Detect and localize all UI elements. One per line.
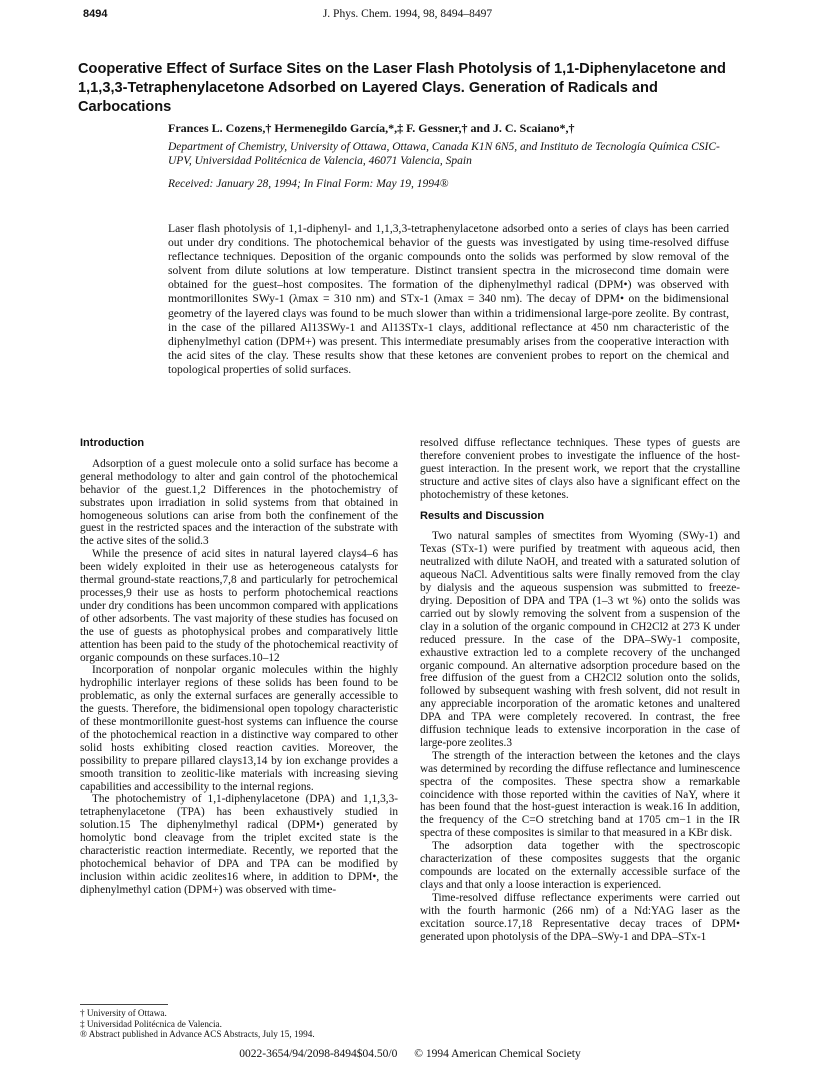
copyright: © 1994 American Chemical Society [414,1048,581,1060]
paragraph: Adsorption of a guest molecule onto a solid surface has become a general methodology to alter and gain control of the photochemical behavior of the guest.1,2 Differences in the photochemistry of substrates upon irradiation in solid systems from that obtained in homogeneous solutions can arise from both the confinement of the guest in the restricted spaces and the interaction of the substrate with the active sites of the solid.3 [80,457,398,548]
paragraph: Incorporation of nonpolar organic molecules within the highly hydrophilic interlayer regions of these solids has been found to be problematic, as only the external surfaces are generally accessible to the guests. Therefore, the bidimensional open topology characteristic of these montmorillonite guest-host systems can influence the course of the photochemical reaction in a distinctive way compared to other solid hosts exhibiting closed reaction cavities. Moreover, the possibility to prepare pillared clays13,14 by ion exchange provides a smooth transition to zeolitic-like materials with increasing sieving capabilities and accessibility to the internal regions. [80,664,398,793]
paragraph: resolved diffuse reflectance techniques. These types of guests are therefore convenient probes to investigate the influence of the host-guest interaction. In the present work, we report that the crystalline structure and active sites of clays also have a significant effect on the photochemistry of these ketones. [420,437,740,501]
paragraph: While the presence of acid sites in natural layered clays4–6 has been widely exploited in their use as heterogeneous catalysts for thermal ground-state reactions,7,8 and particularly for petrochemical processes,9 their use as hosts to perform photochemical reactions under dry conditions has been uncommon compared with applications of other adsorbents. The vast majority of these studies has focused on the use of guests as photophysical probes and comparatively little attention has been paid to the study of the photochemical reactivity of organic compounds on these surfaces.10–12 [80,548,398,664]
article-title: Cooperative Effect of Surface Sites on the Laser Flash Photolysis of 1,1-Diphenylacetone and 1,1,3,3-Tetraphenylacetone Adsorbed on Layered Clays. Generation of Radicals and Carbocations [78,61,726,115]
footnote: ® Abstract published in Advance ACS Abstracts, July 15, 1994. [80,1029,315,1040]
paragraph: The photochemistry of 1,1-diphenylacetone (DPA) and 1,1,3,3-tetraphenylacetone (TPA) has been exhaustively studied in solution.15 The diphenylmethyl radical (DPM•) generated by homolytic bond cleavage from the triplet excited state is the characteristic reaction intermediate. Recently, we reported that the photochemical behavior of DPA and TPA can be modified by inclusion within acidic zeolites16 where, in addition to DPM•, the diphenylmethyl cation (DPM+) was observed with time- [80,793,398,896]
authors: Frances L. Cozens,† Hermenegildo García,*,‡ F. Gessner,† and J. C. Scaiano*,† [168,121,575,135]
section-heading-results: Results and Discussion [420,509,545,522]
article-code: 0022-3654/94/2098-8494$04.50/0 [239,1048,398,1060]
right-column [420,437,740,943]
abstract: Laser flash photolysis of 1,1-diphenyl- and 1,1,3,3-tetraphenylacetone adsorbed onto a series of clays has been carried out under dry conditions. The photochemical behavior of the guests was investigated by using time-resolved diffuse reflectance techniques. Deposition of the organic compounds onto the solids was performed by slow removal of the solvent from dilute solutions at low temperature. Distinct transient spectra in the microsecond time domain were obtained for the guest–host composites. The formation of the diphenylmethyl radical (DPM•) was observed with montmorillonites SWy-1 (λmax = 310 nm) and STx-1 (λmax = 340 nm). The decay of DPM• on the bidimensional geometry of the layered clays was found to be much slower than within a tridimensional large-pore zeolite. By contrast, in the case of the pillared Al13SWy-1 and Al13STx-1 clays, additional reflectance at 450 nm characteristic of the diphenylmethyl cation (DPM+) was present. This intermediate presumably arises from the cooperative interaction with the acid sites of the clay. These results show that these ketones are convenient probes to report on the chemical and topological properties of solid surfaces. [168,222,729,376]
footnote-rule [80,1004,168,1005]
page-footer [80,1048,740,1060]
footnote: † University of Ottawa. [80,1008,167,1018]
journal-citation: J. Phys. Chem. 1994, 98, 8494–8497 [322,8,493,20]
paragraph: The strength of the interaction between the ketones and the clays was determined by recording the diffuse reflectance and luminescence spectra of the composites. These spectra show a remarkable coincidence with those reported within the cavities of NaY, where it has been found that the host-guest interaction is weak.16 In addition, the frequency of the C=O stretching band at 1705 cm−1 in the IR spectra of these composites is similar to that measured in a KBr disk. [420,749,740,840]
page-number: 8494 [83,8,108,20]
left-column [80,437,398,897]
running-header [83,6,732,26]
paragraph: The adsorption data together with the spectroscopic characterization of these composites suggests that the organic compounds are located on the externally accessible surface of the clays and that only a loose interaction is experienced. [420,840,740,891]
footnotes [80,1004,398,1040]
paragraph: Two natural samples of smectites from Wyoming (SWy-1) and Texas (STx-1) were purified by treatment with aqueous acid, then neutralized with dilute NaOH, and treated with a saturated solution of aqueous NaCl. Adventitious salts were finally removed from the clay by dialysis and the aqueous suspension was submitted to freeze-drying. Deposition of DPA and TPA (1–3 wt %) onto the solids was carried out by slowly removing the solvent from a suspension of the clay in a solution of the organic compound in CH2Cl2 at 273 K under reduced pressure. In the case of the DPA–SWy-1 composite, exhaustive extraction led to a complete recovery of the unchanged organic compound. An alternative adsorption procedure based on the free diffusion of the guest from a CH2Cl2 solution onto the solids, followed by subsequent washing with fresh solvent, did not result in any appreciable incorporation of the aromatic ketones and unaltered DPA and TPA were completely recovered. In contrast, the free diffusion technique leads to extensive incorporation in the case of large-pore zeolites.3 [420,530,740,749]
paragraph: Time-resolved diffuse reflectance experiments were carried out with the fourth harmonic (266 nm) of a Nd:YAG laser as the excitation source.17,18 Representative decay traces of DPM• generated upon photolysis of the DPA–SWy-1 and DPA–STx-1 [420,891,740,943]
affiliation: Department of Chemistry, University of Ottawa, Ottawa, Canada K1N 6N5, and Instituto de Tecnología Química CSIC-UPV, Universidad Politécnica de Valencia, 46071 Valencia, Spain [168,141,720,167]
footnote: ‡ Universidad Politécnica de Valencia. [80,1018,222,1029]
section-heading-introduction: Introduction [80,437,145,449]
received-dates: Received: January 28, 1994; In Final Form: May 19, 1994® [168,178,449,190]
